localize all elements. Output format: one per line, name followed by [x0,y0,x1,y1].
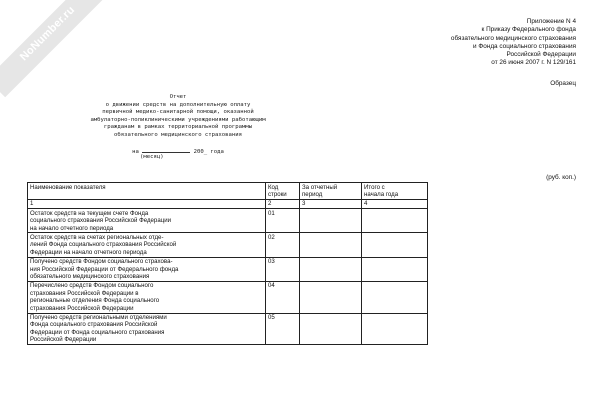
column-numbers-row [28,199,428,208]
watermark-band [0,0,111,97]
title-line: о движении средств на дополнительную оплату [105,101,251,108]
period-suffix: 200_ года [193,149,224,155]
period-line [58,147,298,155]
report-table-body [28,183,428,345]
year-total-cell [362,281,428,313]
title-line: обязательного медицинского страхования [114,131,242,138]
reporting-period-cell [300,257,362,281]
title-line: первичной медико-санитарной помощи, оказанной [102,109,254,116]
header-cell: Итого с начала года [362,183,428,200]
indicator-name-cell: Остаток средств на текущем счете Фонда социального страхования Российской Федерации на начало отчетного периода [28,209,266,233]
row-code-cell: 05 [266,313,300,345]
year-total-cell [362,233,428,257]
currency-units: (руб. коп.) [546,174,576,181]
table-row [28,313,428,345]
title-line: Отчет [169,94,187,100]
reporting-period-cell [300,209,362,233]
period-prefix: на [132,149,139,155]
row-code-cell: 02 [266,233,300,257]
row-code-cell: 01 [266,209,300,233]
appendix-line: Российской Федерации [506,51,576,59]
column-number-cell: 3 [300,199,362,208]
row-code-cell: 03 [266,257,300,281]
year-total-cell [362,313,428,345]
title-line: гражданам в рамках территориальной программы [103,124,253,131]
column-number-cell: 2 [266,199,300,208]
header-cell: За отчетный период [300,183,362,200]
header-cell: Код строки [266,183,300,200]
reporting-period-cell [300,233,362,257]
appendix-line: Приложение N 4 [526,18,576,25]
appendix-line: и Фонда социального страхования [473,42,576,50]
appendix-line: от 26 июня 2007 г. N 129/161 [491,59,576,67]
sample-label: Образец [550,80,576,87]
year-total-cell [362,257,428,281]
year-total-cell [362,209,428,233]
column-number-cell: 4 [362,199,428,208]
header-cell: Наименование показателя [28,183,266,200]
table-row [28,257,428,281]
reporting-period-cell [300,313,362,345]
appendix-line: к Приказу Федерального фонда [481,26,576,34]
table-row [28,233,428,257]
period-hint: (месяц) [140,154,164,160]
indicator-name-cell: Получено средств региональными отделениями Фонда социального страхования Российской Федерации от Фонда социального страхования Российской Федерации [28,313,266,345]
period-month-blank [142,147,190,153]
appendix-line: обязательного медицинского страхования [450,34,576,42]
table-header-row [28,183,428,200]
watermark-logo [1,0,97,83]
report-title [58,94,298,140]
watermark-text: NoNumber.ru [17,3,78,64]
appendix-header [336,18,576,68]
title-line: амбулаторно-поликлиническими учреждениями работающим [90,116,266,123]
column-number-cell: 1 [28,199,266,208]
reporting-period-cell [300,281,362,313]
indicator-name-cell: Получено средств Фондом социального страхова- ния Российской Федерации от Федерального фонда обязательного медицинского страхования [28,257,266,281]
indicator-name-cell: Перечислено средств Фондом социального страхования Российской Федерации в региональные отделения Фонда социального страхования Российской Федерации [28,281,266,313]
report-table [27,182,428,345]
table-row [28,209,428,233]
row-code-cell: 04 [266,281,300,313]
table-row [28,281,428,313]
indicator-name-cell: Остаток средств на счетах региональных отде- лений Фонда социального страхования Российской Федерации на начало отчетного периода [28,233,266,257]
